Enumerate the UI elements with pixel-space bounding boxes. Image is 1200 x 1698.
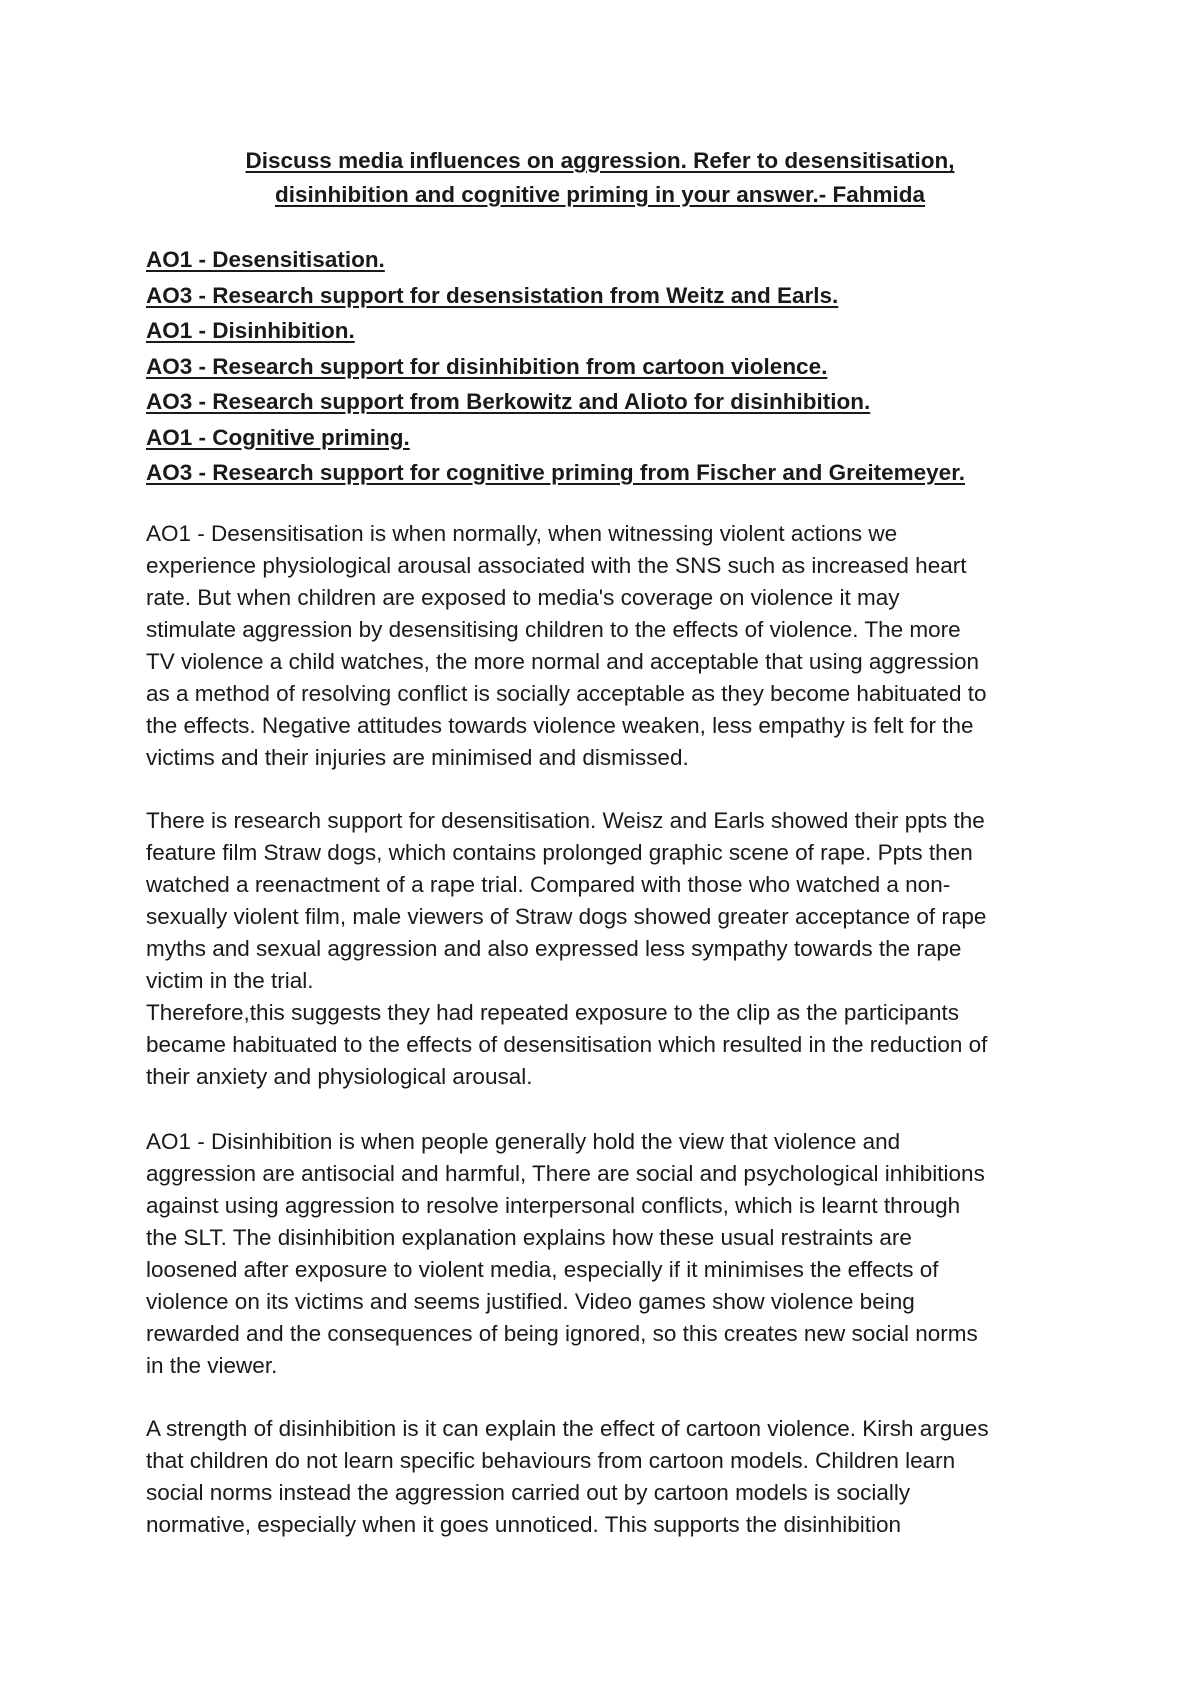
paragraph-line: A strength of disinhibition is it can explain the effect of cartoon violence. Kirsh argues — [146, 1416, 989, 1441]
paragraph-line: myths and sexual aggression and also expressed less sympathy towards the rape — [146, 936, 962, 961]
paragraph-line: sexually violent film, male viewers of Straw dogs showed greater acceptance of rape — [146, 904, 987, 929]
paragraph-line: their anxiety and physiological arousal. — [146, 1064, 533, 1089]
paragraph-line: watched a reenactment of a rape trial. Compared with those who watched a non- — [146, 872, 951, 897]
paragraph-line: loosened after exposure to violent media, especially if it minimises the effects of — [146, 1257, 939, 1282]
paragraph-line: AO1 - Disinhibition is when people generally hold the view that violence and — [146, 1129, 901, 1154]
outline-item: AO3 - Research support for desensistation from Weitz and Earls. — [146, 282, 839, 308]
paragraph-line: the SLT. The disinhibition explanation explains how these usual restraints are — [146, 1225, 912, 1250]
paragraph-line: that children do not learn specific behaviours from cartoon models. Children learn — [146, 1448, 956, 1473]
outline-item: AO3 - Research support for disinhibition from cartoon violence. — [146, 353, 828, 379]
paragraph-line: rate. But when children are exposed to media's coverage on violence it may — [146, 585, 900, 610]
outline-item: AO1 - Desensitisation. — [146, 247, 385, 272]
paragraph-line: violence on its victims and seems justified. Video games show violence being — [146, 1289, 915, 1314]
paragraph-line: the effects. Negative attitudes towards violence weaken, less empathy is felt for the — [146, 713, 974, 738]
paragraph-line: experience physiological arousal associated with the SNS such as increased heart — [146, 553, 967, 578]
paragraph-line: against using aggression to resolve interpersonal conflicts, which is learnt through — [146, 1193, 961, 1218]
outline-item: AO1 - Cognitive priming. — [146, 424, 410, 450]
paragraph-disinhibition-strength — [146, 1413, 1076, 1541]
essay-title-line-2: disinhibition and cognitive priming in your answer.- Fahmida — [274, 182, 926, 207]
outline-item: AO1 - Disinhibition. — [146, 318, 355, 343]
paragraph-desensitisation-research — [146, 805, 1076, 1093]
paragraph-line: social norms instead the aggression carried out by cartoon models is socially — [146, 1480, 911, 1505]
essay-title-line-1: Discuss media influences on aggression. Refer to desensitisation, — [245, 148, 955, 173]
essay-outline — [146, 242, 1066, 491]
essay-title — [146, 144, 1054, 212]
outline-item: AO3 - Research support from Berkowitz and Alioto for disinhibition. — [146, 389, 871, 414]
paragraph-line: There is research support for desensitisation. Weisz and Earls showed their ppts the — [146, 808, 985, 833]
paragraph-line: AO1 - Desensitisation is when normally, when witnessing violent actions we — [146, 521, 898, 546]
paragraph-line: Therefore,this suggests they had repeated exposure to the clip as the participants — [146, 1000, 959, 1025]
paragraph-line: victims and their injuries are minimised and dismissed. — [146, 745, 689, 770]
paragraph-desensitisation — [146, 518, 1076, 774]
paragraph-line: stimulate aggression by desensitising children to the effects of violence. The more — [146, 617, 961, 642]
paragraph-line: in the viewer. — [146, 1353, 278, 1378]
paragraph-line: victim in the trial. — [146, 968, 314, 993]
paragraph-disinhibition — [146, 1126, 1076, 1382]
paragraph-line: rewarded and the consequences of being ignored, so this creates new social norms — [146, 1321, 978, 1346]
paragraph-line: aggression are antisocial and harmful, There are social and psychological inhibitions — [146, 1161, 985, 1186]
paragraph-line: became habituated to the effects of desensitisation which resulted in the reduction of — [146, 1032, 988, 1057]
outline-item: AO3 - Research support for cognitive priming from Fischer and Greitemeyer. — [146, 460, 965, 485]
paragraph-line: as a method of resolving conflict is socially acceptable as they become habituated to — [146, 681, 987, 706]
paragraph-line: feature film Straw dogs, which contains prolonged graphic scene of rape. Ppts then — [146, 840, 973, 865]
paragraph-line: normative, especially when it goes unnoticed. This supports the disinhibition — [146, 1512, 902, 1537]
paragraph-line: TV violence a child watches, the more normal and acceptable that using aggression — [146, 649, 979, 674]
